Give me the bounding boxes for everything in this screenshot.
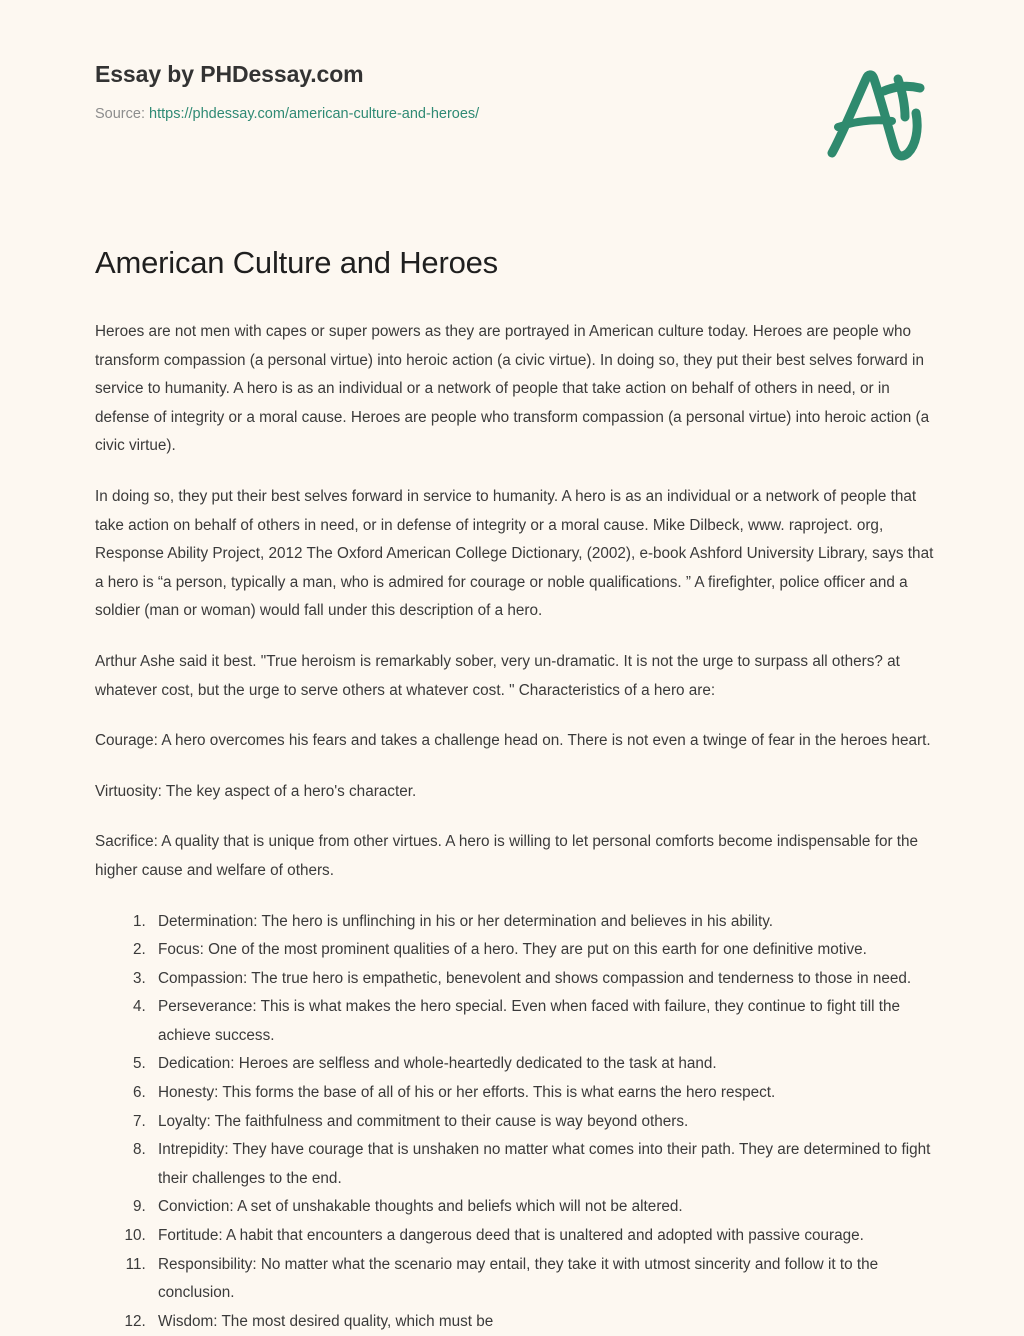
paragraph: Virtuosity: The key aspect of a hero's character.: [95, 778, 941, 807]
a-plus-logo-icon: [812, 55, 942, 175]
source-url-link[interactable]: https://phdessay.com/american-culture-and-heroes/: [149, 106, 479, 122]
list-item: 1. Determination: The hero is unflinching in his or her determination and believes in his ability.: [150, 908, 941, 937]
list-item: 11. Responsibility: No matter what the scenario may entail, they take it with utmost sincerity and follow it to the conclusion.: [150, 1251, 941, 1308]
list-item: 4. Perseverance: This is what makes the hero special. Even when faced with failure, they continue to fight till the achieve success.: [150, 993, 941, 1050]
brand-title: Essay by PHDessay.com: [95, 60, 940, 89]
list-item: 3. Compassion: The true hero is empathetic, benevolent and shows compassion and tenderness to those in need.: [150, 965, 941, 994]
list-item: 9. Conviction: A set of unshakable thoughts and beliefs which will not be altered.: [150, 1193, 941, 1222]
page-title: American Culture and Heroes: [95, 243, 940, 283]
list-item: 7. Loyalty: The faithfulness and commitment to their cause is way beyond others.: [150, 1108, 941, 1137]
list-item: 6. Honesty: This forms the base of all of his or her efforts. This is what earns the hero respect.: [150, 1079, 941, 1108]
paragraph: Courage: A hero overcomes his fears and takes a challenge head on. There is not even a twinge of fear in the heroes heart.: [95, 727, 941, 756]
list-item: 5. Dedication: Heroes are selfless and whole-heartedly dedicated to the task at hand.: [150, 1050, 941, 1079]
paragraph: Arthur Ashe said it best. "True heroism is remarkably sober, very un-dramatic. It is not the urge to surpass all others? at whatever cost, but the urge to serve others at whatever cost. " Characteristics of a hero are:: [95, 648, 941, 705]
a-plus-logo-svg: [812, 55, 942, 175]
list-item: 2. Focus: One of the most prominent qualities of a hero. They are put on this earth for one definitive motive.: [150, 936, 941, 965]
paragraph: Sacrifice: A quality that is unique from other virtues. A hero is willing to let personal comforts become indispensable for the higher cause and welfare of others.: [95, 828, 941, 885]
essay-body: [95, 318, 941, 1336]
paragraph: In doing so, they put their best selves forward in service to humanity. A hero is as an individual or a network of people that take action on behalf of others in need, or in defense of integrity or a moral cause. Mike Dilbeck, www. raproject. org, Response Ability Project, 2012 The Oxford American College Dictionary, (2002), e-book Ashford University Library, says that a hero is “a person, typically a man, who is admired for courage or noble qualifications. ” A firefighter, police officer and a soldier (man or woman) would fall under this description of a hero.: [95, 483, 941, 626]
list-item: 12. Wisdom: The most desired quality, which must be: [150, 1308, 941, 1336]
hero-characteristics-list: [95, 908, 941, 1336]
paragraph: Heroes are not men with capes or super powers as they are portrayed in American culture today. Heroes are people who transform compassion (a personal virtue) into heroic action (a civic virtue). In doing so, they put their best selves forward in service to humanity. A hero is as an individual or a network of people that take action on behalf of others in need, or in defense of integrity or a moral cause. Heroes are people who transform compassion (a personal virtue) into heroic action (a civic virtue).: [95, 318, 941, 461]
list-item: 10. Fortitude: A habit that encounters a dangerous deed that is unaltered and adopted with passive courage.: [150, 1222, 941, 1251]
list-item: 8. Intrepidity: They have courage that is unshaken no matter what comes into their path. They are determined to fight their challenges to the end.: [150, 1136, 941, 1193]
source-label: Source:: [95, 106, 145, 122]
